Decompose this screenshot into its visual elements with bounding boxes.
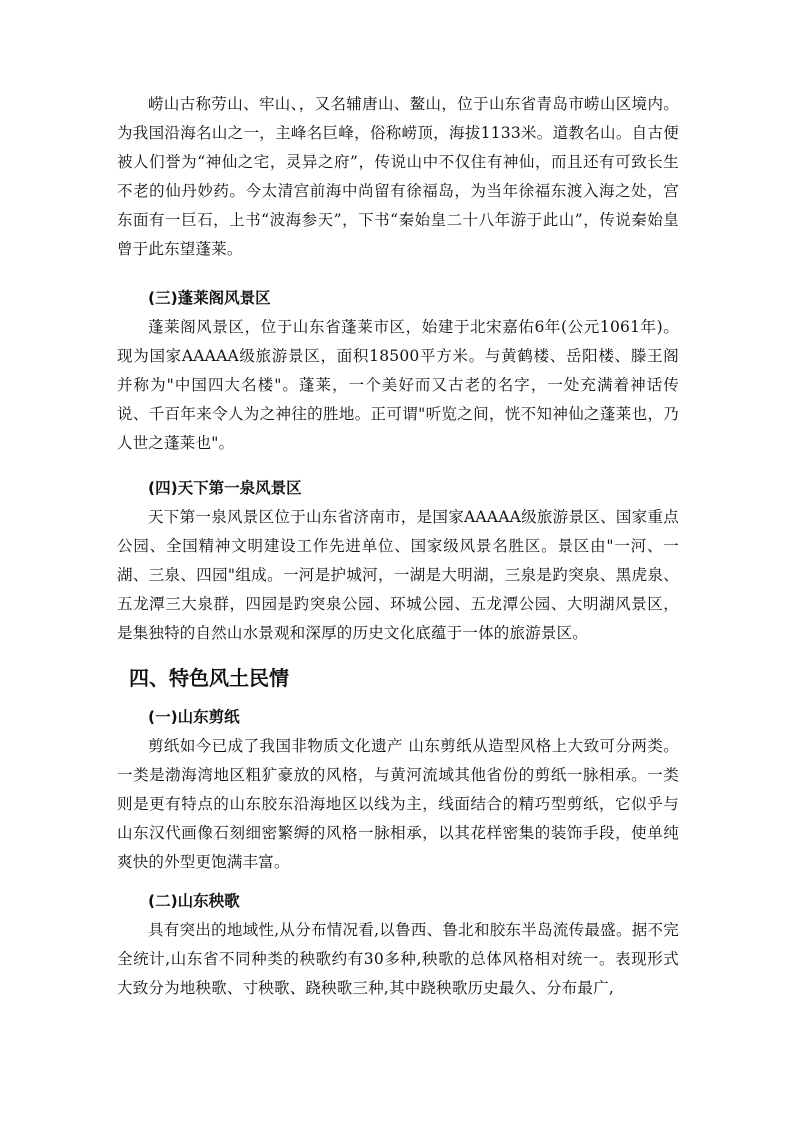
- yangge-section: [117, 887, 679, 1003]
- papercut-section: [117, 703, 679, 877]
- spring-paragraph: 天下第一泉风景区位于山东省济南市，是国家AAAAA级旅游景区、国家重点公园、全国精神文明建设工作先进单位、国家级风景名胜区。景区由"一河、一湖、三泉、四园"组成。一河是护城河，一湖是大明湖，三泉是趵突泉、黑虎泉、五龙潭三大泉群，四园是趵突泉公园、环城公园、五龙潭公园、大明湖风景区，是集独特的自然山水景观和深厚的历史文化底蕴于一体的旅游景区。: [117, 508, 679, 642]
- penglai-paragraph: 蓬莱阁风景区，位于山东省蓬莱市区，始建于北宋嘉佑6年(公元1061年)。现为国家AAAAA级旅游景区，面积18500平方米。与黄鹤楼、岳阳楼、滕王阁并称为"中国四大名楼"。蓬莱，一个美好而又古老的名字，一处充满着神话传说、千百年来令人为之神往的胜地。正可谓"听览之间，恍不知神仙之蓬莱也，乃人世之蓬莱也"。: [117, 318, 679, 452]
- section4-heading: 四、特色风土民情: [129, 666, 289, 690]
- yangge-paragraph: 具有突出的地域性,从分布情况看,以鲁西、鲁北和胶东半岛流传最盛。据不完全统计,山东省不同种类的秧歌约有30多种,秧歌的总体风格相对统一。表现形式大致分为地秧歌、寸秧歌、跷秧歌三种,其中跷秧歌历史最久、分布最广,: [117, 921, 679, 997]
- penglai-section: [117, 284, 679, 458]
- yangge-heading: (二)山东秧歌: [148, 892, 240, 910]
- spring-section: [117, 474, 679, 648]
- papercut-heading: (一)山东剪纸: [148, 708, 240, 726]
- spring-heading: (四)天下第一泉风景区: [148, 479, 302, 497]
- papercut-paragraph: 剪纸如今已成了我国非物质文化遗产 山东剪纸从造型风格上大致可分两类。一类是渤海湾地区粗犷豪放的风格，与黄河流域其他省份的剪纸一脉相承。一类则是更有特点的山东胶东沿海地区以线为主，线面结合的精巧型剪纸，它似乎与山东汉代画像石刻细密繁缛的风格一脉相承，以其花样密集的装饰手段，使单纯爽快的外型更饱满丰富。: [117, 737, 679, 871]
- section4: [117, 662, 679, 694]
- laoshan-paragraph: 崂山古称劳山、牢山、，又名辅唐山、鳌山，位于山东省青岛市崂山区境内。为我国沿海名山之一，主峰名巨峰，俗称崂顶，海拔1133米。道教名山。自古便被人们誉为“神仙之宅，灵异之府”，传说山中不仅住有神仙，而且还有可致长生不老的仙丹妙药。今太清宫前海中尚留有徐福岛，为当年徐福东渡入海之处，宫东面有一巨石，上书“波海参天”，下书“秦始皇二十八年游于此山”，传说秦始皇曾于此东望蓬莱。: [117, 95, 679, 258]
- penglai-heading: (三)蓬莱阁风景区: [148, 289, 271, 307]
- laoshan-section: [117, 90, 679, 264]
